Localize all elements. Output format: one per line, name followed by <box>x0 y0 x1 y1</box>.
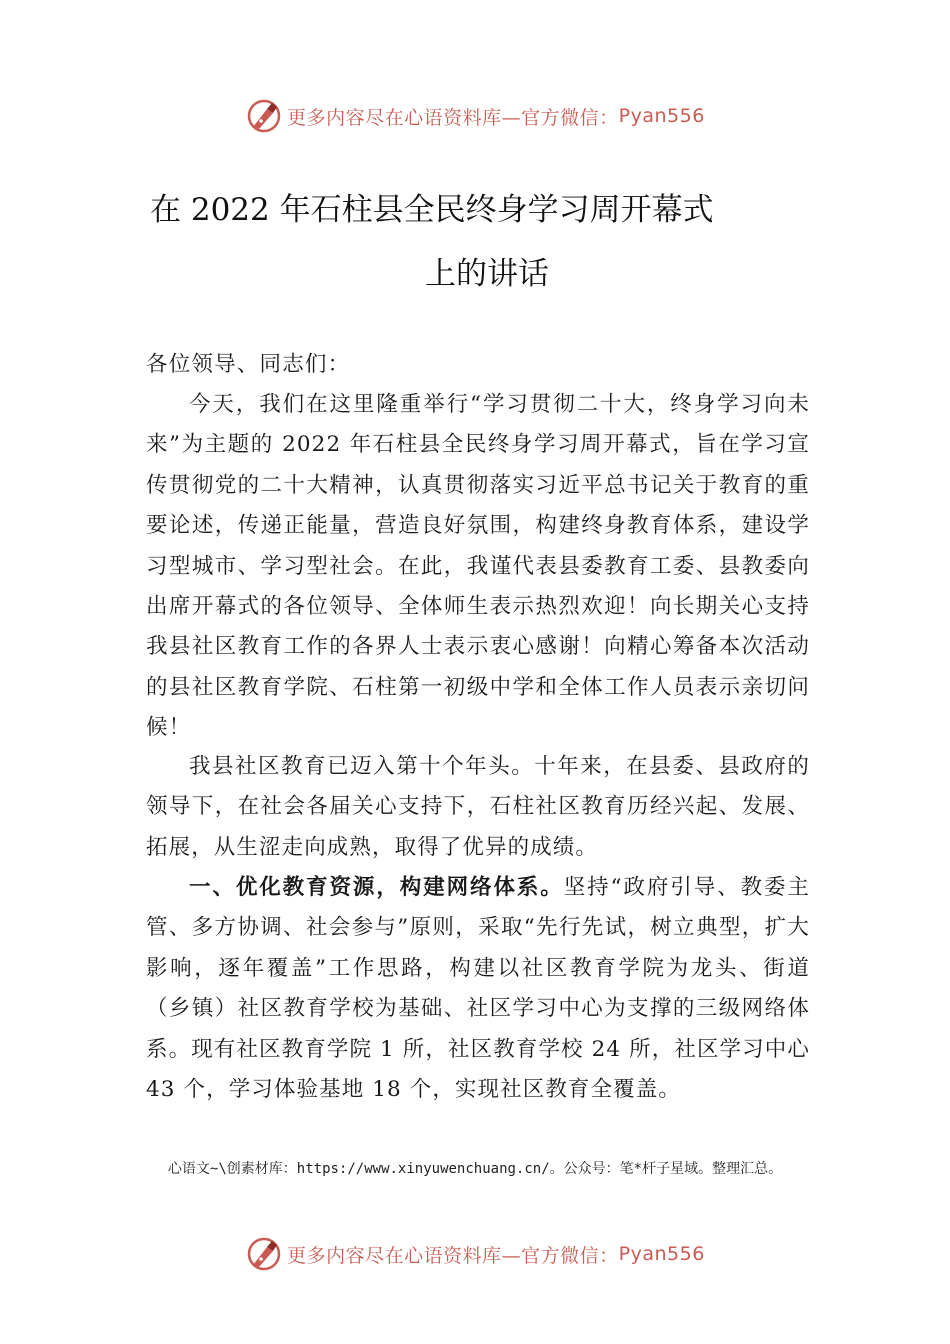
banner-text: 更多内容尽在心语资料库—官方微信： <box>287 1244 619 1267</box>
footer-banner <box>0 1232 950 1276</box>
banner-contact: Pyan556 <box>618 105 705 127</box>
paragraph-3-body: 坚持“政府引导、教委主管、多方协调、社会参与”原则，采取“先行先试，树立典型，扩大影响，逐年覆盖”工作思路，构建以社区教育学院为龙头、街道（乡镇）社区教育学校为基础、社区学习中心为支撑的三级网络体系。现有社区教育学院 1 所，社区教育学校 24 所，社区学习中心 43 个，学习体验基地 18 个，实现社区教育全覆盖。 <box>146 875 811 1103</box>
salutation: 各位领导、同志们： <box>146 352 351 377</box>
paragraph-1: 今天，我们在这里隆重举行“学习贯彻二十大，终身学习向未来”为主题的 2022 年石柱县全民终身学习周开幕式，旨在学习宣传贯彻党的二十大精神，认真贯彻落实习近平总书记关于教育的重要论述，传递正能量，营造良好氛围，构建终身教育体系，建设学习型城市、学习型社会。在此，我谨代表县委教育工委、县教委向出席开幕式的各位领导、全体师生表示热烈欢迎！向长期关心支持我县社区教育工作的各界人士表示衷心感谢！向精心筹备本次活动的县社区教育学院、石柱第一初级中学和全体工作人员表示亲切问候！ <box>146 392 810 741</box>
paragraph-3 <box>146 868 810 1110</box>
document-title-line-1: 在 2022 年石柱县全民终身学习周开幕式 <box>150 192 714 228</box>
banner-text: 更多内容尽在心语资料库—官方微信： <box>287 106 619 129</box>
pen-nib-logo-icon <box>245 97 283 135</box>
banner-contact: Pyan556 <box>618 1243 705 1265</box>
section-heading-1: 一、优化教育资源，构建网络体系。 <box>189 875 564 900</box>
document-title-line-2: 上的讲话 <box>425 256 549 292</box>
pen-nib-logo-icon <box>245 1235 283 1273</box>
source-footnote: 心语文~\创素材库：https://www.xinyuwenchuang.cn/。公众号：笔*杆子星域。整理汇总。 <box>167 1161 783 1177</box>
header-banner <box>0 94 950 138</box>
paragraph-2: 我县社区教育已迈入第十个年头。十年来，在县委、县政府的领导下，在社会各届关心支持下，石柱社区教育历经兴起、发展、拓展，从生涩走向成熟，取得了优异的成绩。 <box>146 754 810 860</box>
